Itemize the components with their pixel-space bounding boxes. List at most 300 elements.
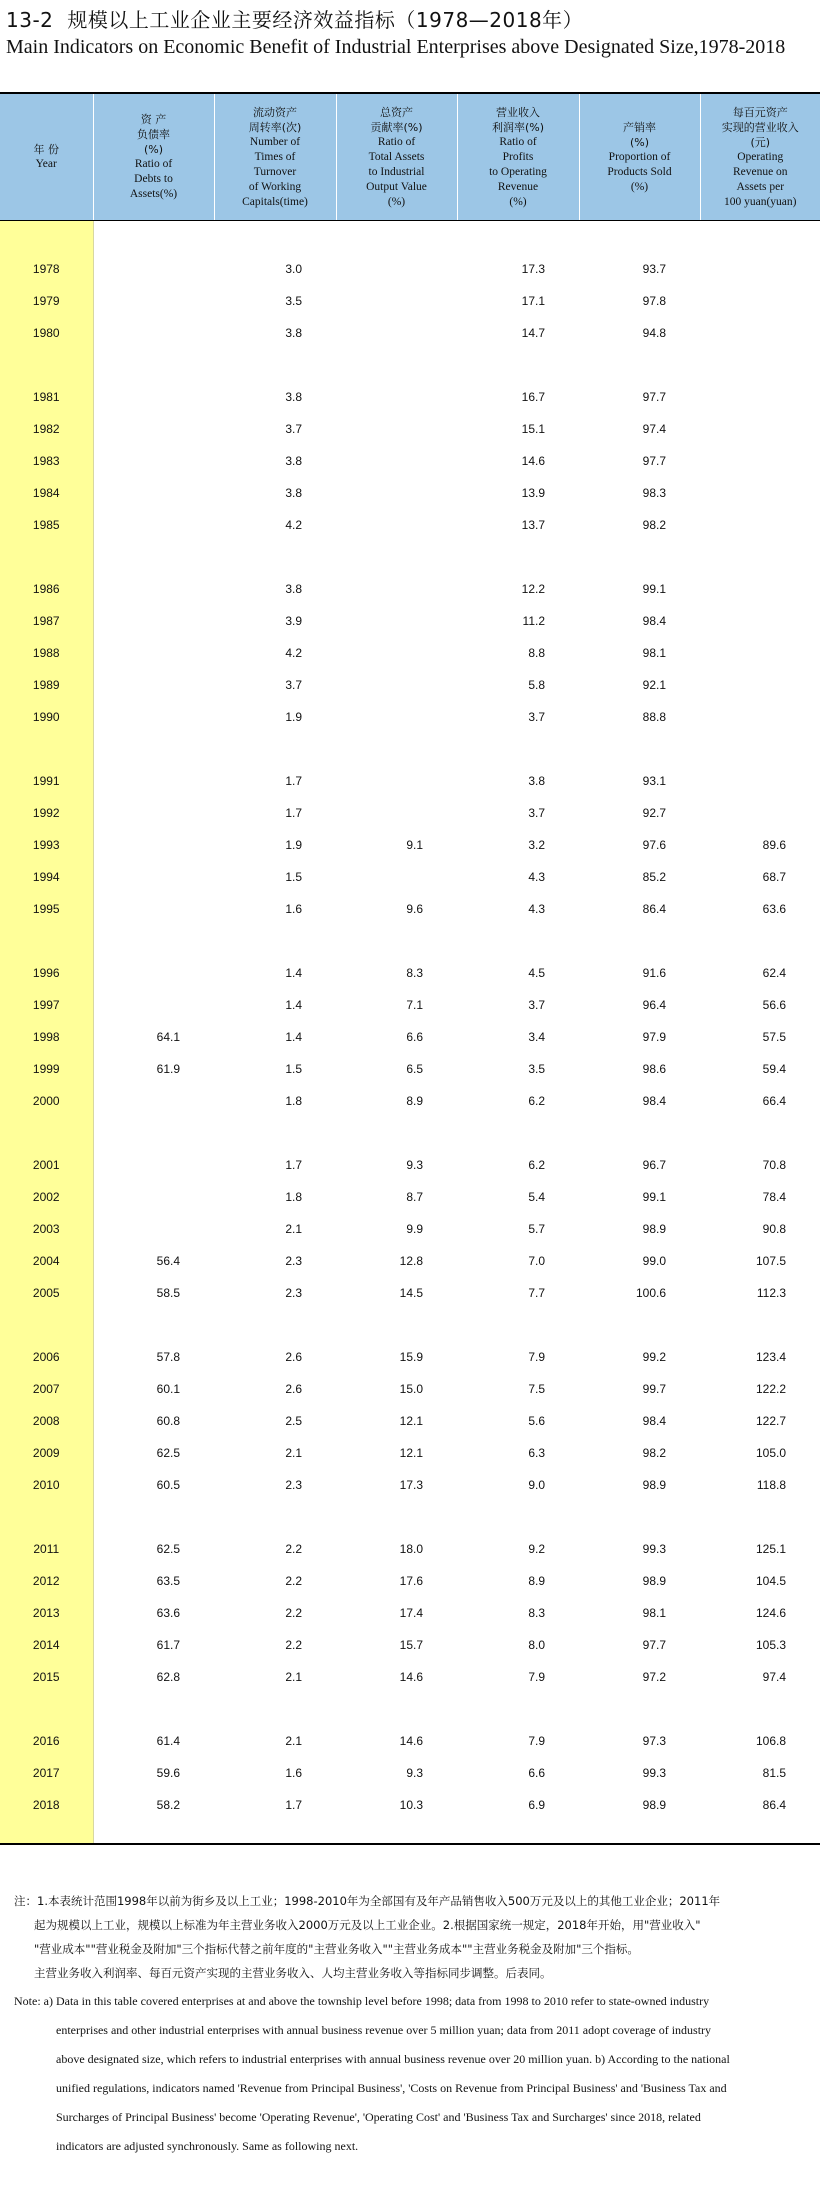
value-cell bbox=[214, 733, 336, 765]
table-row bbox=[0, 1149, 820, 1181]
value-cell: 61.9 bbox=[156, 1062, 180, 1076]
table-number: 13-2 bbox=[6, 8, 54, 32]
value-cell: 7.5 bbox=[528, 1382, 545, 1396]
value-cell: 98.1 bbox=[642, 646, 666, 660]
value-cell bbox=[457, 221, 579, 254]
value-cell bbox=[93, 1213, 214, 1245]
value-cell bbox=[579, 1693, 700, 1725]
value-cell: 2.3 bbox=[285, 1286, 302, 1300]
value-cell bbox=[93, 1821, 214, 1844]
value-cell bbox=[336, 445, 457, 477]
value-cell: 98.6 bbox=[642, 1062, 666, 1076]
value-cell bbox=[93, 1149, 214, 1181]
table-row bbox=[0, 989, 820, 1021]
table-row bbox=[0, 797, 820, 829]
value-cell: 85.2 bbox=[642, 870, 666, 884]
value-cell: 14.5 bbox=[399, 1286, 423, 1300]
year-cell: 2006 bbox=[0, 1341, 93, 1373]
value-cell: 3.8 bbox=[285, 454, 302, 468]
value-cell: 63.5 bbox=[156, 1574, 180, 1588]
value-cell bbox=[700, 701, 820, 733]
year-cell: 1989 bbox=[0, 669, 93, 701]
table-row bbox=[0, 1725, 820, 1757]
header-revenue-per-assets-en: Operating Revenue on Assets per 100 yuan(yuan) bbox=[724, 150, 797, 208]
value-cell bbox=[93, 925, 214, 957]
value-cell: 97.8 bbox=[642, 294, 666, 308]
value-cell: 94.8 bbox=[642, 326, 666, 340]
note-cn-line: 注：1.本表统计范围1998年以前为街乡及以上工业；1998-2010年为全部国有及年产品销售收入500万元及以上的其他工业企业；2011年 bbox=[14, 1894, 721, 1908]
note-en-line: enterprises and other industrial enterprises with annual business revenue over 5 million yuan; data from 2011 adopt coverage of industry bbox=[56, 2023, 712, 2037]
value-cell bbox=[579, 349, 700, 381]
value-cell: 10.3 bbox=[399, 1798, 423, 1812]
value-cell: 58.2 bbox=[156, 1798, 180, 1812]
value-cell: 6.2 bbox=[528, 1158, 545, 1172]
year-cell: 2011 bbox=[0, 1533, 93, 1565]
value-cell: 81.5 bbox=[762, 1766, 786, 1780]
value-cell: 8.9 bbox=[528, 1574, 545, 1588]
value-cell: 2.1 bbox=[285, 1222, 302, 1236]
value-cell: 7.9 bbox=[528, 1350, 545, 1364]
value-cell bbox=[93, 285, 214, 317]
year-cell bbox=[0, 1693, 93, 1725]
value-cell bbox=[93, 701, 214, 733]
value-cell bbox=[93, 381, 214, 413]
value-cell: 78.4 bbox=[762, 1190, 786, 1204]
value-cell bbox=[93, 765, 214, 797]
value-cell bbox=[336, 285, 457, 317]
value-cell: 97.9 bbox=[642, 1030, 666, 1044]
value-cell bbox=[93, 445, 214, 477]
value-cell bbox=[336, 605, 457, 637]
year-cell bbox=[0, 1821, 93, 1844]
year-cell: 2013 bbox=[0, 1597, 93, 1629]
value-cell: 59.4 bbox=[762, 1062, 786, 1076]
value-cell: 1.8 bbox=[285, 1094, 302, 1108]
header-year-cn: 年 份 bbox=[33, 143, 59, 156]
value-cell: 3.8 bbox=[528, 774, 545, 788]
value-cell: 98.9 bbox=[642, 1574, 666, 1588]
year-cell: 2003 bbox=[0, 1213, 93, 1245]
header-turnover bbox=[214, 93, 336, 221]
value-cell bbox=[336, 349, 457, 381]
value-cell bbox=[336, 701, 457, 733]
value-cell: 2.6 bbox=[285, 1382, 302, 1396]
value-cell bbox=[457, 1309, 579, 1341]
value-cell: 62.5 bbox=[156, 1542, 180, 1556]
value-cell: 90.8 bbox=[762, 1222, 786, 1236]
value-cell: 2.3 bbox=[285, 1254, 302, 1268]
value-cell: 62.4 bbox=[762, 966, 786, 980]
table-row bbox=[0, 253, 820, 285]
value-cell bbox=[93, 829, 214, 861]
title-cn-text: 规模以上工业企业主要经济效益指标（1978—2018年） bbox=[67, 8, 584, 32]
value-cell: 3.8 bbox=[285, 582, 302, 596]
value-cell: 89.6 bbox=[762, 838, 786, 852]
table-row bbox=[0, 1597, 820, 1629]
value-cell: 3.8 bbox=[285, 326, 302, 340]
value-cell: 124.6 bbox=[755, 1606, 786, 1620]
value-cell bbox=[336, 669, 457, 701]
value-cell bbox=[700, 1501, 820, 1533]
value-cell bbox=[336, 541, 457, 573]
value-cell: 14.6 bbox=[521, 454, 545, 468]
value-cell bbox=[93, 605, 214, 637]
value-cell bbox=[336, 797, 457, 829]
value-cell bbox=[93, 221, 214, 254]
value-cell: 91.6 bbox=[642, 966, 666, 980]
value-cell: 3.7 bbox=[285, 678, 302, 692]
value-cell: 6.2 bbox=[528, 1094, 545, 1108]
year-cell: 1994 bbox=[0, 861, 93, 893]
value-cell: 4.5 bbox=[528, 966, 545, 980]
value-cell: 92.1 bbox=[642, 678, 666, 692]
value-cell: 6.5 bbox=[406, 1062, 423, 1076]
value-cell bbox=[700, 413, 820, 445]
value-cell: 99.1 bbox=[642, 1190, 666, 1204]
value-cell bbox=[579, 1117, 700, 1149]
year-cell: 2007 bbox=[0, 1373, 93, 1405]
value-cell bbox=[579, 733, 700, 765]
value-cell: 1.8 bbox=[285, 1190, 302, 1204]
value-cell: 2.3 bbox=[285, 1478, 302, 1492]
value-cell: 60.8 bbox=[156, 1414, 180, 1428]
spacer-row bbox=[0, 349, 820, 381]
value-cell: 11.2 bbox=[522, 614, 545, 628]
value-cell: 122.7 bbox=[755, 1414, 786, 1428]
value-cell bbox=[336, 381, 457, 413]
value-cell: 107.5 bbox=[755, 1254, 786, 1268]
value-cell bbox=[93, 989, 214, 1021]
value-cell bbox=[214, 221, 336, 254]
value-cell: 56.4 bbox=[156, 1254, 180, 1268]
value-cell bbox=[457, 1821, 579, 1844]
value-cell: 1.4 bbox=[285, 1030, 302, 1044]
value-cell: 2.6 bbox=[285, 1350, 302, 1364]
value-cell bbox=[336, 221, 457, 254]
header-profit-ratio bbox=[457, 93, 579, 221]
header-turnover-cn: 流动资产 周转率(次) bbox=[248, 105, 302, 134]
value-cell: 1.9 bbox=[285, 838, 302, 852]
value-cell bbox=[700, 477, 820, 509]
value-cell bbox=[579, 1821, 700, 1844]
value-cell bbox=[457, 733, 579, 765]
value-cell: 1.4 bbox=[285, 998, 302, 1012]
spacer-row bbox=[0, 925, 820, 957]
value-cell: 3.7 bbox=[528, 998, 545, 1012]
value-cell bbox=[93, 1181, 214, 1213]
value-cell: 8.3 bbox=[406, 966, 423, 980]
value-cell: 1.9 bbox=[285, 710, 302, 724]
value-cell: 97.4 bbox=[762, 1670, 786, 1684]
note-cn-line: 主营业务收入利润率、每百元资产实现的主营业务收入、人均主营业务收入等指标同步调整。后表同。 bbox=[34, 1966, 552, 1980]
value-cell bbox=[336, 1309, 457, 1341]
header-debt-ratio bbox=[93, 93, 214, 221]
value-cell: 1.7 bbox=[285, 1798, 302, 1812]
value-cell: 66.4 bbox=[762, 1094, 786, 1108]
value-cell: 63.6 bbox=[762, 902, 786, 916]
header-debt-ratio-en: Ratio of Debts to Assets(%) bbox=[129, 158, 178, 200]
year-cell: 2018 bbox=[0, 1789, 93, 1821]
year-cell bbox=[0, 221, 93, 254]
table-row bbox=[0, 1789, 820, 1821]
value-cell: 1.4 bbox=[285, 966, 302, 980]
value-cell bbox=[93, 797, 214, 829]
year-cell: 1991 bbox=[0, 765, 93, 797]
value-cell: 96.7 bbox=[642, 1158, 666, 1172]
value-cell: 6.9 bbox=[528, 1798, 545, 1812]
value-cell bbox=[336, 1693, 457, 1725]
table-row bbox=[0, 1085, 820, 1117]
value-cell: 1.6 bbox=[285, 902, 302, 916]
value-cell: 104.5 bbox=[755, 1574, 786, 1588]
year-cell: 2009 bbox=[0, 1437, 93, 1469]
header-turnover-en: Number of Times of Turnover of Working Capitals(time) bbox=[242, 135, 308, 208]
value-cell bbox=[93, 413, 214, 445]
table-row bbox=[0, 509, 820, 541]
year-cell: 2004 bbox=[0, 1245, 93, 1277]
value-cell: 14.7 bbox=[521, 326, 545, 340]
value-cell: 112.3 bbox=[756, 1286, 786, 1300]
note-cn-line: "营业成本""营业税金及附加"三个指标代替之前年度的"主营业务收入""主营业务成本""主营业务税金及附加"三个指标。 bbox=[34, 1942, 639, 1956]
table-row bbox=[0, 1533, 820, 1565]
note-en-line: indicators are adjusted synchronously. Same as following next. bbox=[56, 2139, 359, 2153]
indicators-table-wrap bbox=[0, 92, 820, 1845]
value-cell: 99.0 bbox=[642, 1254, 666, 1268]
value-cell bbox=[93, 733, 214, 765]
spacer-row bbox=[0, 1821, 820, 1844]
value-cell bbox=[93, 1117, 214, 1149]
table-row bbox=[0, 861, 820, 893]
value-cell bbox=[336, 317, 457, 349]
table-row bbox=[0, 957, 820, 989]
value-cell bbox=[700, 573, 820, 605]
value-cell: 99.1 bbox=[642, 582, 666, 596]
value-cell: 2.2 bbox=[285, 1606, 302, 1620]
value-cell bbox=[457, 541, 579, 573]
header-debt-ratio-cn: 资 产 负债率 (%) bbox=[137, 113, 170, 156]
value-cell bbox=[579, 221, 700, 254]
value-cell bbox=[700, 605, 820, 637]
value-cell bbox=[214, 1501, 336, 1533]
value-cell: 8.8 bbox=[528, 646, 545, 660]
value-cell: 97.7 bbox=[642, 454, 666, 468]
value-cell bbox=[93, 349, 214, 381]
table-row bbox=[0, 317, 820, 349]
header-year-en: Year bbox=[35, 158, 57, 170]
table-row bbox=[0, 765, 820, 797]
table-row bbox=[0, 829, 820, 861]
value-cell bbox=[93, 317, 214, 349]
value-cell bbox=[336, 733, 457, 765]
header-products-sold bbox=[579, 93, 700, 221]
value-cell bbox=[700, 317, 820, 349]
value-cell: 70.8 bbox=[762, 1158, 786, 1172]
header-profit-ratio-en: Ratio of Profits to Operating Revenue (%) bbox=[489, 135, 547, 208]
year-cell: 2008 bbox=[0, 1405, 93, 1437]
value-cell: 4.2 bbox=[285, 518, 302, 532]
value-cell: 6.3 bbox=[528, 1446, 545, 1460]
year-cell: 2002 bbox=[0, 1181, 93, 1213]
year-cell: 1982 bbox=[0, 413, 93, 445]
value-cell: 98.4 bbox=[642, 1414, 666, 1428]
value-cell bbox=[457, 349, 579, 381]
header-revenue-per-assets-cn: 每百元资产 实现的营业收入 (元) bbox=[721, 105, 799, 149]
value-cell: 18.0 bbox=[399, 1542, 423, 1556]
value-cell: 7.0 bbox=[528, 1254, 545, 1268]
value-cell: 98.9 bbox=[642, 1798, 666, 1812]
value-cell: 14.6 bbox=[399, 1670, 423, 1684]
value-cell: 12.1 bbox=[399, 1446, 423, 1460]
value-cell bbox=[579, 1501, 700, 1533]
value-cell bbox=[700, 733, 820, 765]
value-cell: 9.1 bbox=[406, 838, 423, 852]
value-cell: 60.1 bbox=[156, 1382, 180, 1396]
value-cell: 58.5 bbox=[156, 1286, 180, 1300]
value-cell bbox=[700, 541, 820, 573]
value-cell: 7.9 bbox=[528, 1734, 545, 1748]
year-cell: 2017 bbox=[0, 1757, 93, 1789]
value-cell: 8.0 bbox=[528, 1638, 545, 1652]
value-cell: 99.3 bbox=[642, 1542, 666, 1556]
value-cell: 2.1 bbox=[285, 1670, 302, 1684]
value-cell: 98.3 bbox=[642, 486, 666, 500]
value-cell bbox=[93, 1085, 214, 1117]
value-cell: 12.8 bbox=[399, 1254, 423, 1268]
value-cell bbox=[93, 573, 214, 605]
year-cell: 1986 bbox=[0, 573, 93, 605]
table-row bbox=[0, 1213, 820, 1245]
value-cell: 99.2 bbox=[642, 1350, 666, 1364]
value-cell bbox=[700, 637, 820, 669]
value-cell bbox=[93, 477, 214, 509]
value-cell: 17.4 bbox=[399, 1606, 423, 1620]
value-cell: 3.8 bbox=[285, 486, 302, 500]
value-cell: 2.2 bbox=[285, 1574, 302, 1588]
year-cell bbox=[0, 925, 93, 957]
value-cell: 93.7 bbox=[642, 262, 666, 276]
value-cell: 3.5 bbox=[285, 294, 302, 308]
value-cell bbox=[700, 221, 820, 254]
year-cell: 1997 bbox=[0, 989, 93, 1021]
table-row bbox=[0, 1629, 820, 1661]
value-cell: 15.9 bbox=[399, 1350, 423, 1364]
spacer-row bbox=[0, 1501, 820, 1533]
value-cell: 92.7 bbox=[642, 806, 666, 820]
value-cell: 97.4 bbox=[642, 422, 666, 436]
value-cell bbox=[700, 1309, 820, 1341]
value-cell: 3.4 bbox=[528, 1030, 545, 1044]
value-cell bbox=[700, 765, 820, 797]
year-cell: 1995 bbox=[0, 893, 93, 925]
year-cell: 2001 bbox=[0, 1149, 93, 1181]
table-row bbox=[0, 605, 820, 637]
year-cell: 1988 bbox=[0, 637, 93, 669]
note-en-line: Surcharges of Principal Business' become 'Operating Revenue', 'Operating Cost' and 'Business Tax and Surcharges' since 2018, related bbox=[56, 2110, 701, 2124]
value-cell: 9.6 bbox=[406, 902, 423, 916]
table-row bbox=[0, 669, 820, 701]
notes bbox=[14, 1889, 814, 2159]
value-cell: 17.6 bbox=[399, 1574, 423, 1588]
spacer-row bbox=[0, 1309, 820, 1341]
value-cell: 106.8 bbox=[755, 1734, 786, 1748]
note-en-line: unified regulations, indicators named 'Revenue from Principal Business', 'Costs on Revenue from Principal Business' and 'Business Tax and bbox=[56, 2081, 727, 2095]
year-cell: 1992 bbox=[0, 797, 93, 829]
value-cell bbox=[336, 861, 457, 893]
value-cell: 61.4 bbox=[156, 1734, 180, 1748]
value-cell: 2.1 bbox=[285, 1734, 302, 1748]
year-cell: 1980 bbox=[0, 317, 93, 349]
value-cell bbox=[93, 957, 214, 989]
value-cell: 56.6 bbox=[762, 998, 786, 1012]
table-row bbox=[0, 701, 820, 733]
year-cell: 1999 bbox=[0, 1053, 93, 1085]
value-cell: 8.9 bbox=[406, 1094, 423, 1108]
value-cell bbox=[93, 253, 214, 285]
value-cell: 3.0 bbox=[285, 262, 302, 276]
value-cell bbox=[700, 797, 820, 829]
value-cell bbox=[93, 893, 214, 925]
value-cell: 86.4 bbox=[642, 902, 666, 916]
header-assets-contribution bbox=[336, 93, 457, 221]
value-cell: 3.7 bbox=[528, 710, 545, 724]
value-cell: 98.9 bbox=[642, 1222, 666, 1236]
value-cell: 97.2 bbox=[642, 1670, 666, 1684]
value-cell: 3.2 bbox=[528, 838, 545, 852]
year-cell bbox=[0, 1501, 93, 1533]
value-cell: 62.5 bbox=[156, 1446, 180, 1460]
value-cell: 1.7 bbox=[285, 1158, 302, 1172]
value-cell: 9.2 bbox=[528, 1542, 545, 1556]
value-cell: 2.5 bbox=[285, 1414, 302, 1428]
value-cell: 15.1 bbox=[521, 422, 545, 436]
value-cell: 2.2 bbox=[285, 1638, 302, 1652]
spacer-row bbox=[0, 1117, 820, 1149]
value-cell: 118.8 bbox=[756, 1478, 786, 1492]
value-cell: 16.7 bbox=[521, 390, 545, 404]
value-cell bbox=[700, 445, 820, 477]
table-row bbox=[0, 285, 820, 317]
year-cell: 1987 bbox=[0, 605, 93, 637]
value-cell: 13.7 bbox=[521, 518, 545, 532]
table-row bbox=[0, 573, 820, 605]
value-cell: 100.6 bbox=[635, 1286, 666, 1300]
value-cell bbox=[93, 1693, 214, 1725]
value-cell bbox=[336, 637, 457, 669]
year-cell: 2016 bbox=[0, 1725, 93, 1757]
value-cell: 98.4 bbox=[642, 1094, 666, 1108]
note-cn-line: 起为规模以上工业，规模以上标准为年主营业务收入2000万元及以上工业企业。2.根据国家统一规定，2018年开始，用"营业收入" bbox=[34, 1918, 701, 1932]
value-cell bbox=[336, 765, 457, 797]
value-cell: 9.0 bbox=[528, 1478, 545, 1492]
value-cell: 1.7 bbox=[285, 806, 302, 820]
value-cell bbox=[336, 1821, 457, 1844]
table-row bbox=[0, 1469, 820, 1501]
year-cell bbox=[0, 1309, 93, 1341]
value-cell: 3.5 bbox=[528, 1062, 545, 1076]
spacer-row bbox=[0, 733, 820, 765]
value-cell bbox=[93, 1309, 214, 1341]
value-cell: 3.9 bbox=[285, 614, 302, 628]
value-cell: 98.2 bbox=[642, 518, 666, 532]
value-cell: 63.6 bbox=[156, 1606, 180, 1620]
value-cell: 123.4 bbox=[755, 1350, 786, 1364]
year-cell: 1985 bbox=[0, 509, 93, 541]
year-cell: 2010 bbox=[0, 1469, 93, 1501]
value-cell bbox=[214, 1117, 336, 1149]
value-cell: 9.3 bbox=[406, 1766, 423, 1780]
value-cell: 7.1 bbox=[406, 998, 423, 1012]
value-cell: 1.6 bbox=[285, 1766, 302, 1780]
